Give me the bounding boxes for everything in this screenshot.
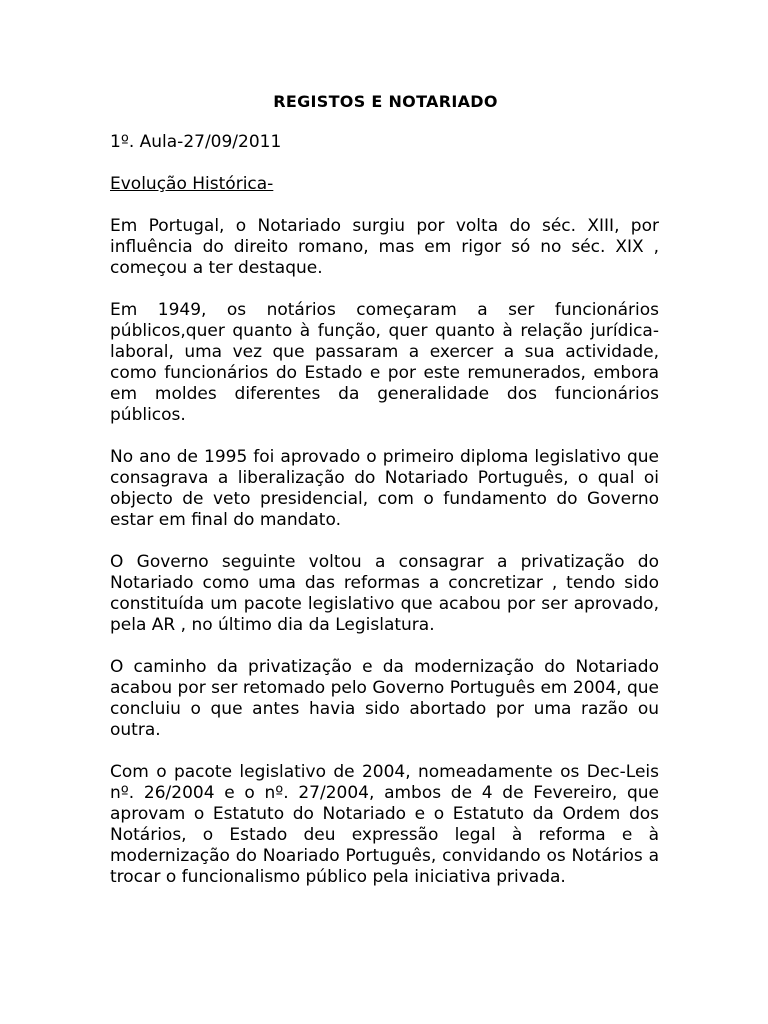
paragraph: No ano de 1995 foi aprovado o primeiro diploma legislativo que consagrava a liberalização do Notariado Português, o qual oi objecto de veto presidencial, com o fundamento do Governo estar em final do mandato. [110, 447, 659, 530]
paragraph: Em Portugal, o Notariado surgiu por volta do séc. XIII, por influência do direito romano, mas em rigor só no séc. XIX , começou a ter destaque. [110, 216, 659, 278]
paragraph: O caminho da privatização e da modernização do Notariado acabou por ser retomado pelo Governo Português em 2004, que concluiu o que antes havia sido abortado por uma razão ou outra. [110, 657, 659, 740]
document-title: REGISTOS E NOTARIADO [273, 92, 498, 111]
paragraph: O Governo seguinte voltou a consagrar a privatização do Notariado como uma das reformas a concretizar , tendo sido constituída um pacote legislativo que acabou por ser aprovado, pela AR , no último dia da Legislatura. [110, 552, 659, 635]
paragraph: Em 1949, os notários começaram a ser funcionários públicos,quer quanto à função, quer quanto à relação jurídica-laboral, uma vez que passaram a exercer a sua actividade, como funcionários do Estado e por este remunerados, embora em moldes diferentes da generalidade dos funcionários públicos. [110, 300, 659, 425]
section-heading: Evolução Histórica- [110, 174, 274, 194]
paragraph: Com o pacote legislativo de 2004, nomeadamente os Dec-Leis nº. 26/2004 e o nº. 27/2004, ambos de 4 de Fevereiro, que aprovam o Estatuto do Notariado e o Estatuto da Ordem dos Notários, o Estado deu expressão legal à reforma e à modernização do Noariado Português, convidando os Notários a trocar o funcionalismo público pela iniciativa privada. [110, 762, 659, 887]
document-body [110, 91, 659, 888]
lesson-date: 1º. Aula-27/09/2011 [110, 132, 282, 152]
